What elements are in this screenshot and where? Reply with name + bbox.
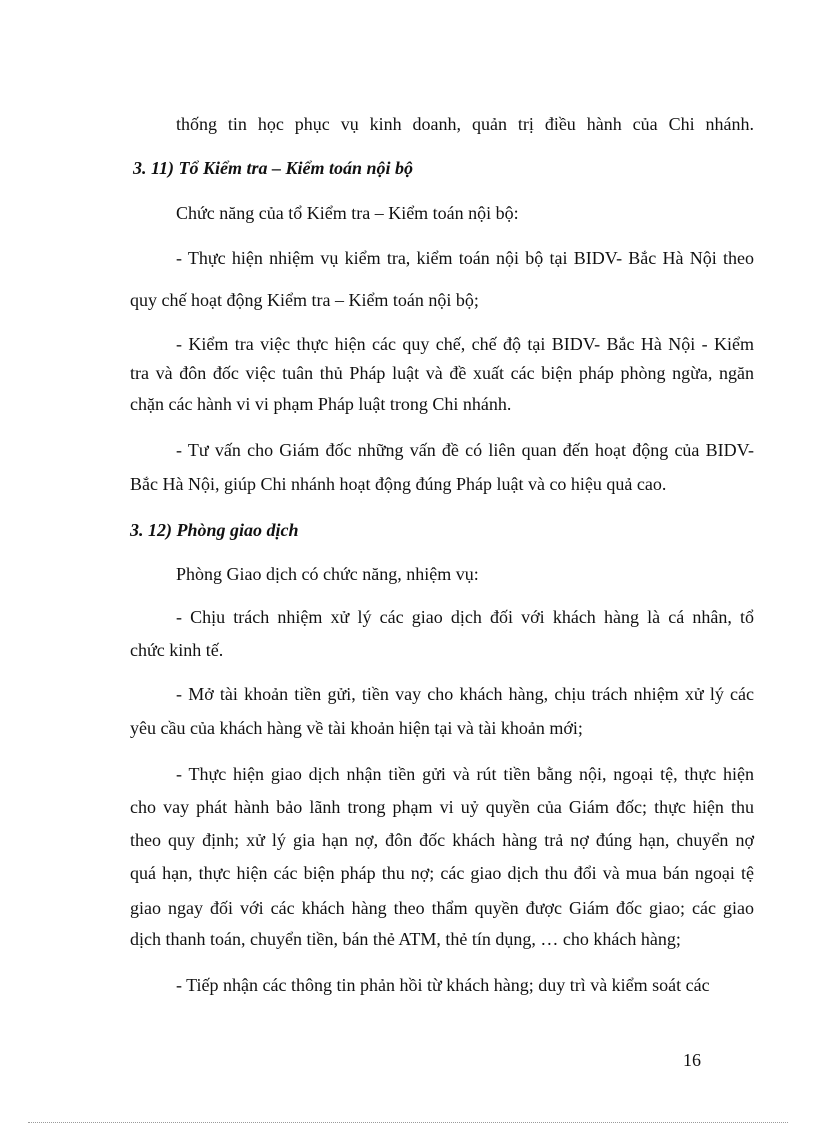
paragraph-line: quá hạn, thực hiện các biện pháp thu nợ; các giao dịch thu đổi và mua bán ngoại tệ — [130, 863, 754, 883]
paragraph-line: chức kinh tế. — [130, 640, 224, 660]
paragraph-line: - Tư vấn cho Giám đốc những vấn đề có liên quan đến hoạt động của BIDV- — [176, 440, 754, 460]
paragraph-line: - Thực hiện nhiệm vụ kiểm tra, kiểm toán nội bộ tại BIDV- Bắc Hà Nội theo — [176, 248, 754, 268]
paragraph-line: yêu cầu của khách hàng về tài khoản hiện tại và tài khoản mới; — [130, 718, 583, 738]
page-number: 16 — [683, 1050, 701, 1070]
paragraph-line: - Mở tài khoản tiền gửi, tiền vay cho khách hàng, chịu trách nhiệm xử lý các — [176, 684, 754, 704]
paragraph-line: quy chế hoạt động Kiểm tra – Kiểm toán nội bộ; — [130, 290, 479, 310]
paragraph-line: Chức năng của tổ Kiểm tra – Kiểm toán nội bộ: — [176, 203, 519, 223]
paragraph-line: Phòng Giao dịch có chức năng, nhiệm vụ: — [176, 564, 479, 584]
section-heading: 3. 11) Tổ Kiểm tra – Kiểm toán nội bộ — [133, 158, 414, 178]
paragraph-line: giao ngay đối với các khách hàng theo thẩm quyền được Giám đốc giao; các giao — [130, 898, 754, 918]
section-heading: 3. 12) Phòng giao dịch — [130, 520, 299, 540]
paragraph-line: chặn các hành vi vi phạm Pháp luật trong Chi nhánh. — [130, 394, 512, 414]
paragraph-line: - Thực hiện giao dịch nhận tiền gửi và rút tiền bằng nội, ngoại tệ, thực hiện — [176, 764, 754, 784]
paragraph-line: - Kiểm tra việc thực hiện các quy chế, chế độ tại BIDV- Bắc Hà Nội - Kiểm — [176, 334, 754, 354]
paragraph-line: tra và đôn đốc việc tuân thủ Pháp luật và đề xuất các biện pháp phòng ngừa, ngăn — [130, 363, 754, 383]
paragraph-line: thống tin học phục vụ kinh doanh, quản trị điều hành của Chi nhánh. — [176, 114, 754, 134]
paragraph-line: - Tiếp nhận các thông tin phản hồi từ khách hàng; duy trì và kiểm soát các — [176, 975, 710, 995]
paragraph-line: Bắc Hà Nội, giúp Chi nhánh hoạt động đúng Pháp luật và co hiệu quả cao. — [130, 474, 667, 494]
paragraph-line: theo quy định; xử lý gia hạn nợ, đôn đốc khách hàng trả nợ đúng hạn, chuyển nợ — [130, 830, 754, 850]
paragraph-line: cho vay phát hành bảo lãnh trong phạm vi uỷ quyền của Giám đốc; thực hiện thu — [130, 797, 754, 817]
paragraph-line: - Chịu trách nhiệm xử lý các giao dịch đối với khách hàng là cá nhân, tổ — [176, 607, 754, 627]
paragraph-line: dịch thanh toán, chuyển tiền, bán thẻ ATM, thẻ tín dụng, … cho khách hàng; — [130, 929, 681, 949]
